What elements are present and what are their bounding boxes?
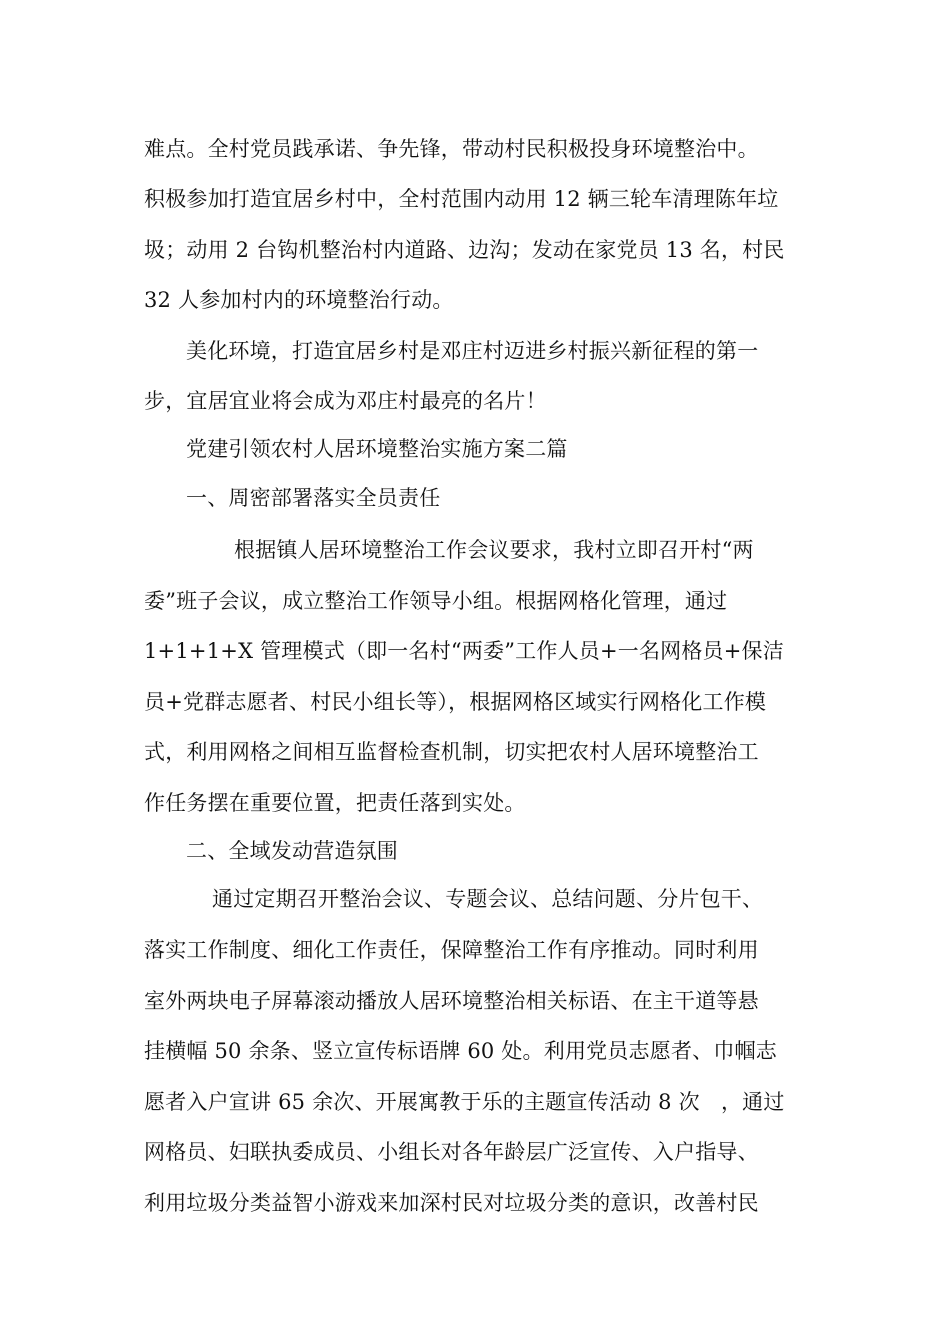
paragraph-first-line: 通过定期召开整治会议、专题会议、总结问题、分片包干、 — [212, 887, 764, 911]
text-line: 利用垃圾分类益智小游戏来加深村民对垃圾分类的意识，改善村民 — [144, 1191, 759, 1215]
text-line: 步，宜居宜业将会成为邓庄村最亮的名片！ — [144, 389, 547, 413]
text-line: 积极参加打造宜居乡村中，全村范围内动用 12 辆三轮车清理陈年垃 — [144, 187, 779, 211]
text-line: 圾；动用 2 台钩机整治村内道路、边沟；发动在家党员 13 名，村民 — [144, 238, 785, 262]
text-line: 网格员、妇联执委成员、小组长对各年龄层广泛宣传、入户指导、 — [144, 1140, 759, 1164]
heading-two: 二、全域发动营造氛围 — [186, 839, 398, 863]
text-line: 员+党群志愿者、村民小组长等），根据网格区域实行网格化工作模 — [144, 690, 767, 714]
text-line: 室外两块电子屏幕滚动播放人居环境整治相关标语、在主干道等悬 — [144, 989, 759, 1013]
section-title: 党建引领农村人居环境整治实施方案二篇 — [186, 437, 568, 461]
text-line: 委”班子会议，成立整治工作领导小组。根据网格化管理，通过 — [144, 589, 728, 613]
text-line: 1+1+1+X 管理模式（即一名村“两委”工作人员+一名网格员+保洁 — [144, 639, 784, 663]
text-line: 落实工作制度、细化工作责任，保障整治工作有序推动。同时利用 — [144, 938, 759, 962]
text-line: 32 人参加村内的环境整治行动。 — [144, 288, 454, 312]
text-line: 挂横幅 50 余条、竖立宣传标语牌 60 处。利用党员志愿者、巾帼志 — [144, 1039, 777, 1063]
paragraph-first-line: 美化环境，打造宜居乡村是邓庄村迈进乡村振兴新征程的第一 — [186, 339, 759, 363]
paragraph-first-line: 根据镇人居环境整治工作会议要求，我村立即召开村“两 — [234, 538, 754, 562]
text-line: 难点。全村党员践承诺、争先锋，带动村民积极投身环境整治中。 — [144, 137, 759, 161]
text-line: 愿者入户宣讲 65 余次、开展寓教于乐的主题宣传活动 8 次 ，通过 — [144, 1090, 785, 1114]
text-line: 作任务摆在重要位置，把责任落到实处。 — [144, 791, 526, 815]
text-line: 式，利用网格之间相互监督检查机制，切实把农村人居环境整治工 — [144, 740, 759, 764]
heading-one: 一、周密部署落实全员责任 — [186, 486, 441, 510]
